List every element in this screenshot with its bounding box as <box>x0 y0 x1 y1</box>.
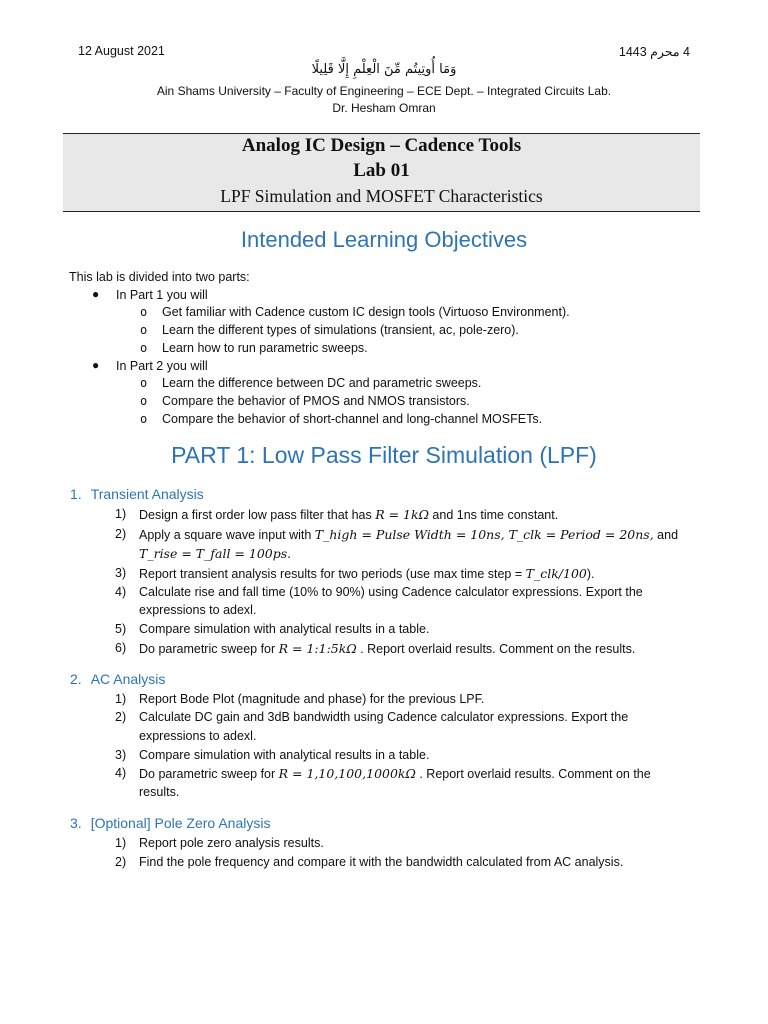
task-text: results. <box>139 785 180 799</box>
item-number: 2) <box>115 527 127 541</box>
task-math: T_clk/100 <box>525 566 587 581</box>
task-math: T_high = Pulse Width = 10ns, T_clk = Period = 20ns, <box>314 527 654 542</box>
task-text: Apply a square wave input with <box>139 528 315 542</box>
course-title: Analog IC Design – Cadence Tools <box>241 135 522 156</box>
part1-objective: Learn the different types of simulations (transient, ac, pole-zero). <box>162 323 519 337</box>
title-box <box>63 133 700 212</box>
item-number: 1) <box>115 836 127 850</box>
section-title: [Optional] Pole Zero Analysis <box>90 815 271 831</box>
task-item <box>139 507 558 522</box>
part1-heading: PART 1: Low Pass Filter Simulation (LPF) <box>171 442 597 468</box>
task-text: Report Bode Plot (magnitude and phase) for the previous LPF. <box>139 692 485 706</box>
bullet-icon: ● <box>92 358 100 372</box>
task-text: Calculate rise and fall time (10% to 90%) using Cadence calculator expressions. Export the <box>139 585 643 599</box>
section-number: 1. <box>70 486 82 502</box>
item-number: 2) <box>115 855 127 869</box>
lab-number: Lab 01 <box>353 160 410 181</box>
task-item <box>139 622 429 636</box>
sub-bullet-icon: o <box>140 305 148 319</box>
item-number: 1) <box>115 507 127 521</box>
task-item <box>139 855 623 869</box>
task-text: and 1ns time constant. <box>428 508 559 522</box>
task-text: and <box>653 528 679 542</box>
part2-objective: Compare the behavior of PMOS and NMOS transistors. <box>162 394 470 408</box>
task-item <box>139 748 429 762</box>
date-gregorian: 12 August 2021 <box>78 44 165 58</box>
task-text: expressions to adexl. <box>139 729 257 743</box>
sub-bullet-icon: o <box>140 412 148 426</box>
section-title: Transient Analysis <box>90 486 204 502</box>
item-number: 5) <box>115 622 127 636</box>
task-text: Compare simulation with analytical results in a table. <box>139 622 430 636</box>
section-number: 3. <box>70 815 82 831</box>
task-item <box>139 546 291 561</box>
task-text: . Report overlaid results. Comment on the results. <box>356 642 636 656</box>
affiliation: Ain Shams University – Faculty of Engineering – ECE Dept. – Integrated Circuits Lab. <box>156 84 612 98</box>
item-number: 3) <box>115 566 127 580</box>
task-item <box>139 527 678 542</box>
part1-label: In Part 1 you will <box>116 288 208 302</box>
task-item <box>139 692 484 706</box>
task-text: . Report overlaid results. Comment on the <box>415 767 651 781</box>
arabic-verse: وَمَا أُوتِيتُم مِّنَ الْعِلْمِ إِلَّا قَلِيلًا <box>311 62 457 77</box>
task-math: R = 1kΩ <box>375 507 429 522</box>
item-number: 4) <box>115 585 127 599</box>
part2-objective: Learn the difference between DC and parametric sweeps. <box>162 376 482 390</box>
lab-title: LPF Simulation and MOSFET Characteristics <box>220 186 543 206</box>
objectives-heading: Intended Learning Objectives <box>240 227 528 252</box>
task-item <box>139 729 256 743</box>
date-hijri: 4 محرم 1443 <box>618 45 690 59</box>
section-heading <box>70 671 165 687</box>
bullet-icon: ● <box>92 287 100 301</box>
part1-objective: Get familiar with Cadence custom IC design tools (Virtuoso Environment). <box>162 305 570 319</box>
item-number: 6) <box>115 641 127 655</box>
task-item <box>139 766 651 781</box>
sub-bullet-icon: o <box>140 341 148 355</box>
task-text: ). <box>586 567 595 581</box>
task-text: Report transient analysis results for two periods (use max time step = <box>139 567 526 581</box>
part2-objective: Compare the behavior of short-channel and long-channel MOSFETs. <box>162 412 543 426</box>
section-title: AC Analysis <box>90 671 166 687</box>
sub-bullet-icon: o <box>140 323 148 337</box>
task-text: Calculate DC gain and 3dB bandwidth using Cadence calculator expressions. Export the <box>139 710 629 724</box>
task-item <box>139 566 595 581</box>
task-math: T_rise = T_fall = 100ps. <box>139 546 292 561</box>
section-number: 2. <box>70 671 82 687</box>
task-text: Design a first order low pass filter that has <box>139 508 376 522</box>
task-text: Find the pole frequency and compare it with the bandwidth calculated from AC analysis. <box>139 855 624 869</box>
task-text: Report pole zero analysis results. <box>139 836 324 850</box>
item-number: 3) <box>115 748 127 762</box>
task-math: R = 1,10,100,1000kΩ <box>278 766 416 781</box>
sub-bullet-icon: o <box>140 394 148 408</box>
sub-bullet-icon: o <box>140 376 148 390</box>
task-item <box>139 585 643 599</box>
section-heading <box>70 486 204 502</box>
task-math: R = 1:1:5kΩ <box>278 641 357 656</box>
task-text: Compare simulation with analytical results in a table. <box>139 748 430 762</box>
task-item <box>139 603 256 617</box>
task-text: Do parametric sweep for <box>139 767 279 781</box>
item-number: 2) <box>115 710 127 724</box>
item-number: 4) <box>115 766 127 780</box>
task-item <box>139 836 324 850</box>
task-item <box>139 785 179 799</box>
section-heading <box>70 815 270 831</box>
objectives-intro: This lab is divided into two parts: <box>69 270 250 284</box>
part1-objective: Learn how to run parametric sweeps. <box>162 341 368 355</box>
item-number: 1) <box>115 692 127 706</box>
task-item <box>139 710 628 724</box>
task-text: Do parametric sweep for <box>139 642 279 656</box>
task-item <box>139 641 635 656</box>
author: Dr. Hesham Omran <box>332 101 436 115</box>
part2-label: In Part 2 you will <box>116 359 208 373</box>
task-text: expressions to adexl. <box>139 603 257 617</box>
